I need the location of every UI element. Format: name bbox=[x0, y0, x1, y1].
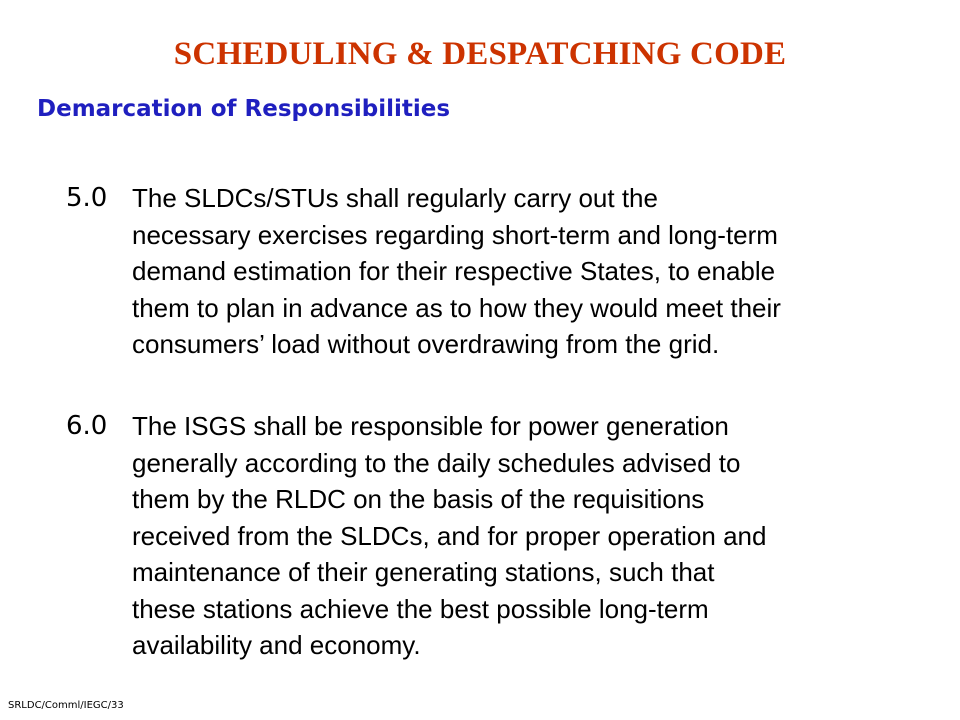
clause-number: 5.0 bbox=[66, 183, 108, 213]
clause-text: The ISGS shall be responsible for power generation generally according to the daily schedules advised to them by the RLDC on the basis of the requisitions received from the SLDCs, and for proper operation and maintenance of their generating stations, such that these stations achieve the best possible long-term availability and economy. bbox=[132, 411, 767, 660]
slide-reference-footer: SRLDC/Comml/IEGC/33 bbox=[8, 700, 124, 711]
page-title: SCHEDULING & DESPATCHING CODE bbox=[173, 36, 787, 72]
clause-text: The SLDCs/STUs shall regularly carry out the necessary exercises regarding short-term and long-term demand estimation for their respective States, to enable them to plan in advance as to how they would meet their consumers’ load without overdrawing from the grid. bbox=[132, 183, 781, 359]
section-subtitle: Demarcation of Responsibilities bbox=[37, 96, 451, 122]
clause-number: 6.0 bbox=[66, 411, 108, 441]
